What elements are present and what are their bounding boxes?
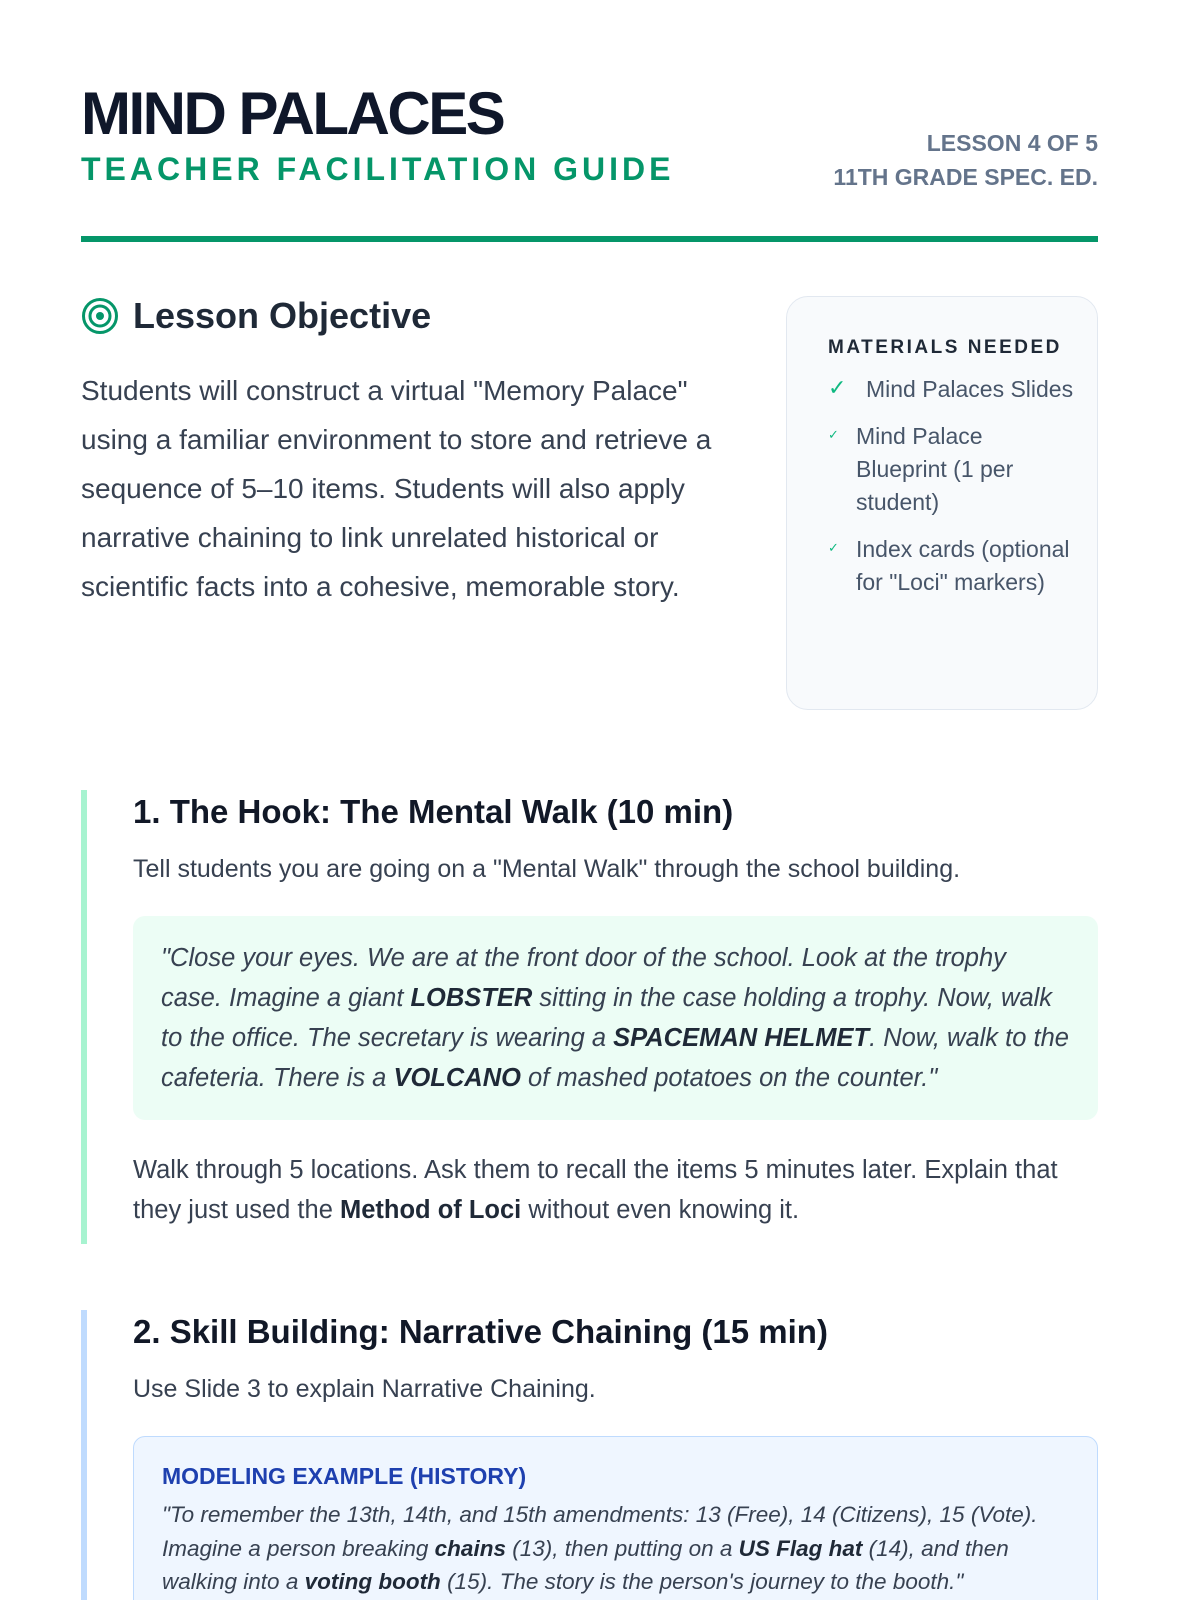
page-title: MIND PALACES [81, 80, 504, 147]
materials-item [828, 373, 1077, 406]
materials-item [828, 420, 1077, 519]
example-keyword: US Flag hat [738, 1535, 863, 1561]
materials-item-label: Mind Palace Blueprint (1 per student) [856, 423, 1014, 515]
followup-text: Walk through 5 locations. Ask them to recall the items 5 minutes later. Explain that they just used the [133, 1156, 1058, 1224]
quote-keyword: SPACEMAN HELMET [613, 1024, 870, 1052]
materials-item [828, 533, 1077, 599]
lesson-meta [833, 126, 1098, 194]
example-keyword: chains [434, 1535, 506, 1561]
section-hook-heading: 1. The Hook: The Mental Walk (10 min) [133, 793, 734, 830]
materials-title: MATERIALS NEEDED [828, 337, 1062, 358]
modeling-example-text [162, 1498, 1069, 1599]
objective-row [81, 242, 1098, 742]
quote-text: . Now, walk to the cafeteria. There is a [161, 1024, 1069, 1092]
target-icon [81, 297, 119, 335]
page-header [81, 0, 1098, 242]
example-text: (13), then putting on a [505, 1535, 739, 1561]
check-icon: ✓ [828, 540, 839, 555]
lesson-objective [81, 294, 761, 611]
example-text: (14), and then walking into a [162, 1535, 1009, 1594]
objective-heading-label: Lesson Objective [133, 295, 432, 336]
followup-keyword: Method of Loci [339, 1196, 522, 1224]
materials-card [786, 296, 1098, 710]
check-icon: ✓ [828, 375, 847, 400]
section-hook-followup [133, 1150, 1098, 1230]
example-keyword: voting booth [304, 1569, 441, 1594]
materials-item-label: Mind Palaces Slides [866, 376, 1074, 402]
section-skill-building [81, 1310, 1098, 1600]
followup-text: without even knowing it. [521, 1196, 800, 1224]
quote-text: of mashed potatoes on the counter." [520, 1064, 938, 1092]
materials-list [828, 373, 1077, 599]
page-subtitle: TEACHER FACILITATION GUIDE [81, 151, 675, 187]
quote-keyword: VOLCANO [393, 1064, 521, 1092]
modeling-example-title: MODELING EXAMPLE (HISTORY) [162, 1463, 527, 1489]
section-hook [81, 790, 1098, 1244]
section-hook-lead: Tell students you are going on a "Mental Walk" through the school building. [133, 855, 961, 883]
teacher-script-quote [133, 916, 1098, 1120]
quote-text: "Close your eyes. We are at the front door of the school. Look at the trophy case. Imagine a giant [161, 944, 1006, 1012]
objective-heading [81, 294, 761, 338]
lesson-number: LESSON 4 OF 5 [926, 130, 1098, 156]
section-skill-lead: Use Slide 3 to explain Narrative Chaining. [133, 1375, 596, 1403]
section-skill-heading: 2. Skill Building: Narrative Chaining (15 min) [133, 1313, 828, 1350]
check-icon: ✓ [828, 427, 839, 442]
materials-item-label: Index cards (optional for "Loci" markers) [856, 536, 1070, 595]
objective-text: Students will construct a virtual "Memory Palace" using a familiar environment to store and retrieve a sequence of 5–10 items. Students will also apply narrative chaining to link unrelated historical or scientific facts into a cohesive, memorable story. [81, 375, 712, 602]
modeling-example-card [133, 1436, 1098, 1600]
grade-level: 11TH GRADE SPEC. ED. [833, 164, 1098, 190]
quote-text: sitting in the case holding a trophy. Now, walk to the office. The secretary is wearing a [161, 984, 1053, 1052]
example-text: (15). The story is the person's journey to the booth." [440, 1569, 964, 1594]
example-text: "To remember the 13th, 14th, and 15th amendments: 13 (Free), 14 (Citizens), 15 (Vote). Imagine a person breaking [162, 1502, 1038, 1561]
quote-keyword: LOBSTER [410, 984, 533, 1012]
